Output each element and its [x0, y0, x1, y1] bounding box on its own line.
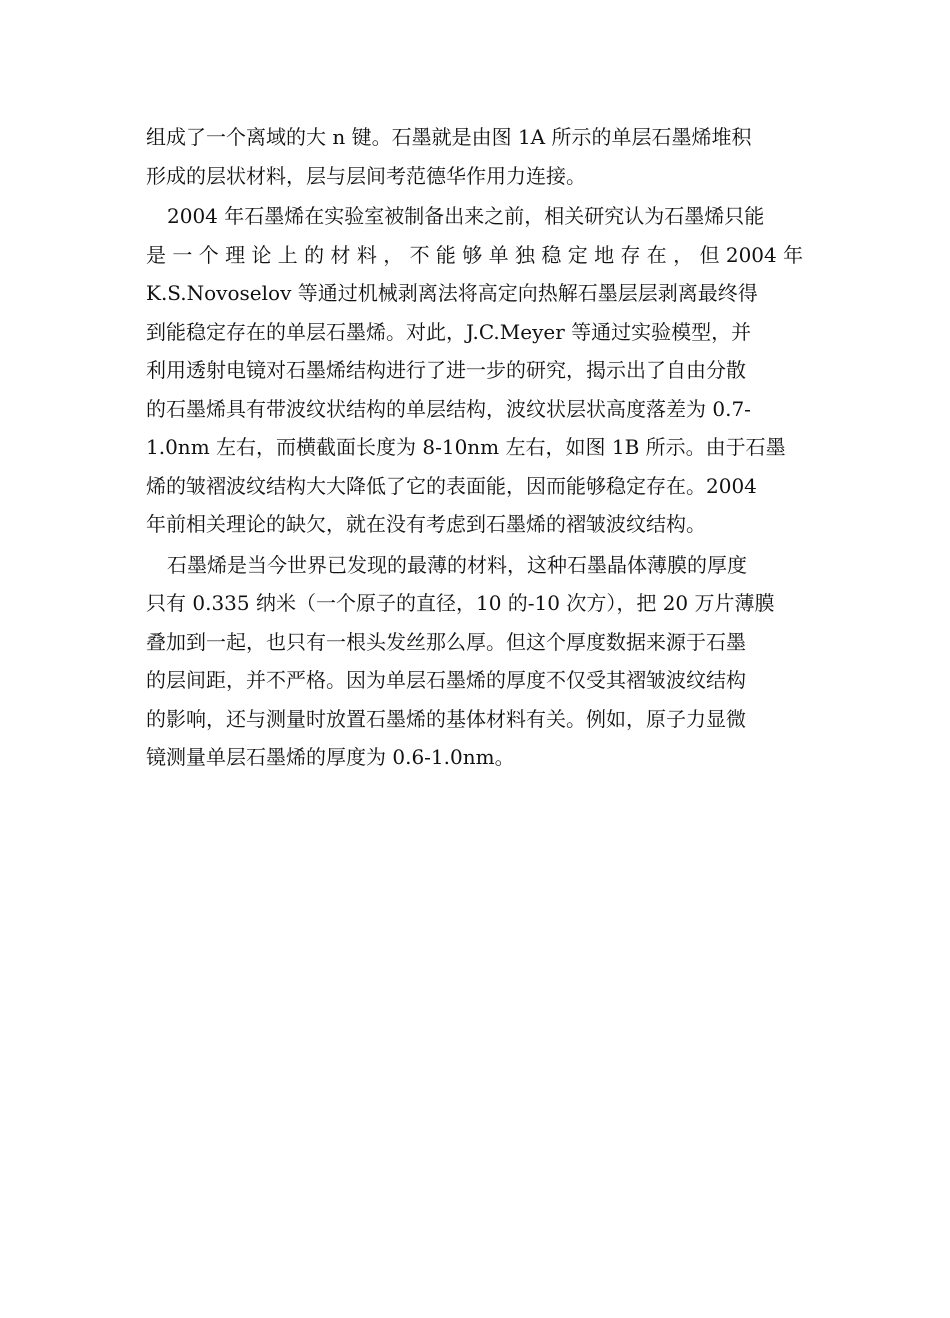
paragraph-1 — [146, 118, 810, 195]
text-line: 组成了一个离域的大 n 键。石墨就是由图 1A 所示的单层石墨烯堆积 — [146, 125, 752, 149]
text-line: 的层间距，并不严格。因为单层石墨烯的厚度不仅受其褶皱波纹结构 — [146, 668, 746, 692]
paragraph-2 — [146, 197, 810, 544]
text-line: 到能稳定存在的单层石墨烯。对此，J.C.Meyer 等通过实验模型，并 — [146, 319, 752, 344]
text-line: K.S.Novoselov 等通过机械剥离法将高定向热解石墨层层剥离最终得 — [146, 281, 758, 305]
text-line: 叠加到一起，也只有一根头发丝那么厚。但这个厚度数据来源于石墨 — [146, 629, 746, 654]
text-line: 形成的层状材料，层与层间考范德华作用力连接。 — [146, 163, 586, 188]
text-line: 1.0nm 左右，而横截面长度为 8-10nm 左右，如图 1B 所示。由于石墨 — [146, 435, 786, 459]
text-line: 的石墨烯具有带波纹状结构的单层结构，波纹状层状高度落差为 0.7- — [146, 396, 751, 421]
text-line: 烯的皱褶波纹结构大大降低了它的表面能，因而能够稳定存在。2004 — [146, 473, 757, 498]
paragraph-3 — [146, 546, 810, 777]
text-line: 利用透射电镜对石墨烯结构进行了进一步的研究，揭示出了自由分散 — [146, 358, 746, 382]
text-line: 镜测量单层石墨烯的厚度为 0.6-1.0nm。 — [146, 745, 515, 769]
text-line: 是 一 个 理 论 上 的 材 料 ， 不 能 够 单 独 稳 定 地 存 在 ， 但 2004 年 — [146, 242, 804, 267]
text-line: 的影响，还与测量时放置石墨烯的基体材料有关。例如，原子力显微 — [146, 706, 746, 731]
text-line: 2004 年石墨烯在实验室被制备出来之前，相关研究认为石墨烯只能 — [167, 204, 765, 228]
text-line: 年前相关理论的缺欠，就在没有考虑到石墨烯的褶皱波纹结构。 — [146, 512, 706, 536]
body-text — [146, 118, 810, 777]
text-line: 只有 0.335 纳米（一个原子的直径，10 的-10 次方），把 20 万片薄膜 — [146, 591, 775, 615]
text-line: 石墨烯是当今世界已发现的最薄的材料，这种石墨晶体薄膜的厚度 — [167, 552, 747, 577]
